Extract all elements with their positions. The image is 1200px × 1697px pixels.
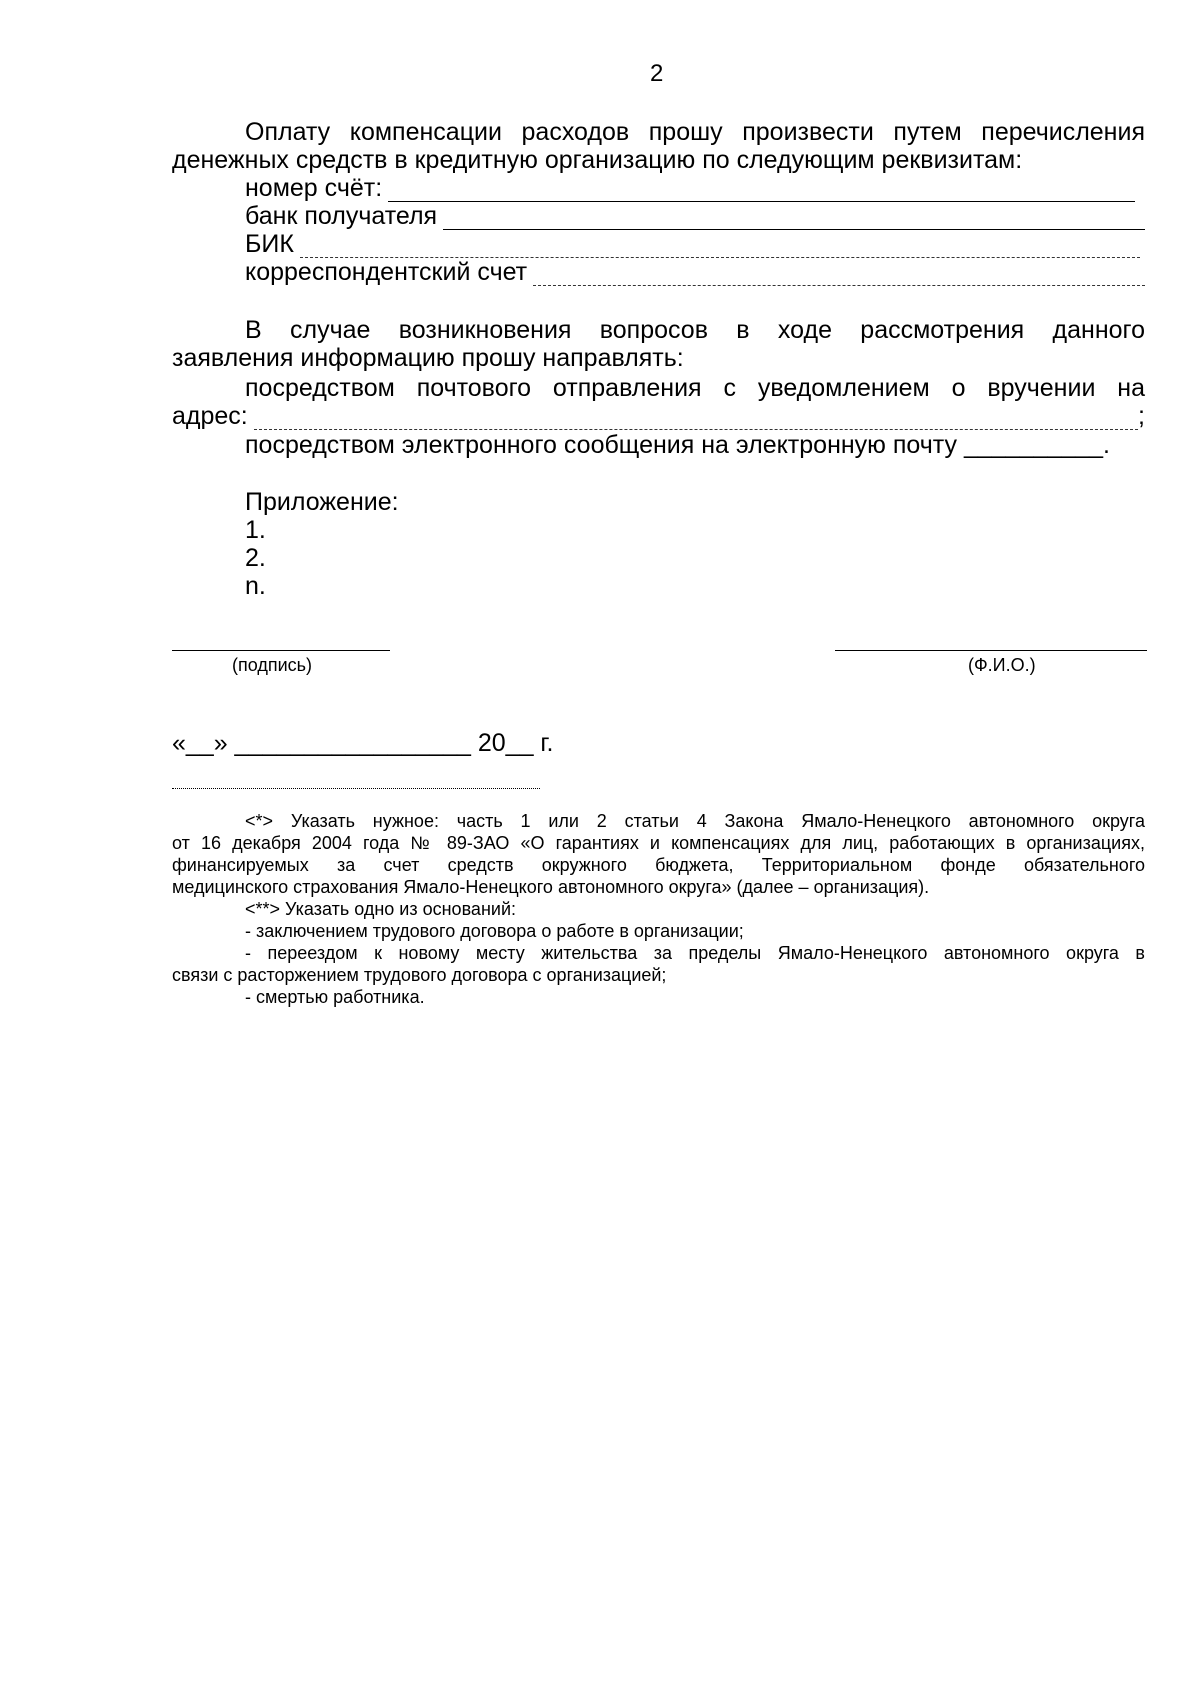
address-label: адрес: xyxy=(172,402,248,430)
date-line: «__» _________________ 20__ г. xyxy=(172,729,554,757)
email-option: посредством электронного сообщения на электронную почту __________. xyxy=(245,431,1110,459)
footnote-1-line1: <*> Указать нужное: часть 1 или 2 статьи 4 Закона Ямало-Ненецкого автономного округа xyxy=(245,811,1145,831)
account-number-field[interactable] xyxy=(245,174,1135,202)
payment-paragraph-line2: денежных средств в кредитную организацию по следующим реквизитам: xyxy=(172,146,1023,174)
bik-label: БИК xyxy=(245,230,294,258)
fio-line[interactable] xyxy=(835,650,1147,651)
recipient-bank-field[interactable] xyxy=(245,202,1145,230)
recipient-bank-label: банк получателя xyxy=(245,202,438,230)
questions-paragraph-line2: заявления информацию прошу направлять: xyxy=(172,344,684,372)
payment-paragraph-line1: Оплату компенсации расходов прошу произвести путем перечисления xyxy=(245,118,1145,146)
attachment-item-2: 2. xyxy=(245,544,266,572)
fio-caption: (Ф.И.О.) xyxy=(968,655,1036,675)
address-field[interactable] xyxy=(172,402,1145,430)
bik-field[interactable] xyxy=(245,230,1140,258)
footnote-2-title: <**> Указать одно из оснований: xyxy=(245,899,516,919)
address-end: ; xyxy=(1138,402,1145,430)
footnote-separator xyxy=(172,788,540,789)
bik-line[interactable] xyxy=(300,237,1140,258)
mail-option-line1: посредством почтового отправления с уведомлением о вручении на xyxy=(245,374,1145,402)
footnote-1-line2: от 16 декабря 2004 года № 89-ЗАО «О гарантиях и компенсациях для лиц, работающих в организациях, xyxy=(172,833,1145,853)
footnote-2-basis-2-line1: - переездом к новому месту жительства за пределы Ямало-Ненецкого автономного округа в xyxy=(245,943,1145,963)
footnote-2-basis-2-line2: связи с расторжением трудового договора с организацией; xyxy=(172,965,667,985)
attachment-item-n: n. xyxy=(245,572,266,600)
footnote-1-line3: финансируемых за счет средств окружного бюджета, Территориальном фонде обязательного xyxy=(172,855,1145,875)
footnote-1-line4: медицинского страхования Ямало-Ненецкого автономного округа» (далее – организация). xyxy=(172,877,930,897)
footnote-2-basis-1: - заключением трудового договора о работе в организации; xyxy=(245,921,744,941)
questions-paragraph-line1: В случае возникновения вопросов в ходе рассмотрения данного xyxy=(245,316,1145,344)
account-number-line[interactable] xyxy=(388,179,1135,202)
recipient-bank-line[interactable] xyxy=(443,207,1145,230)
address-line[interactable] xyxy=(254,409,1138,430)
corr-account-label: корреспондентский счет xyxy=(245,258,528,286)
page-number: 2 xyxy=(650,60,664,87)
account-number-label: номер счёт: xyxy=(245,174,383,202)
footnote-2-basis-3: - смертью работника. xyxy=(245,987,425,1007)
signature-caption: (подпись) xyxy=(232,655,313,675)
attachment-item-1: 1. xyxy=(245,516,266,544)
corr-account-line[interactable] xyxy=(533,265,1145,286)
corr-account-field[interactable] xyxy=(245,258,1145,286)
signature-line[interactable] xyxy=(172,650,390,651)
attachments-title: Приложение: xyxy=(245,488,399,516)
